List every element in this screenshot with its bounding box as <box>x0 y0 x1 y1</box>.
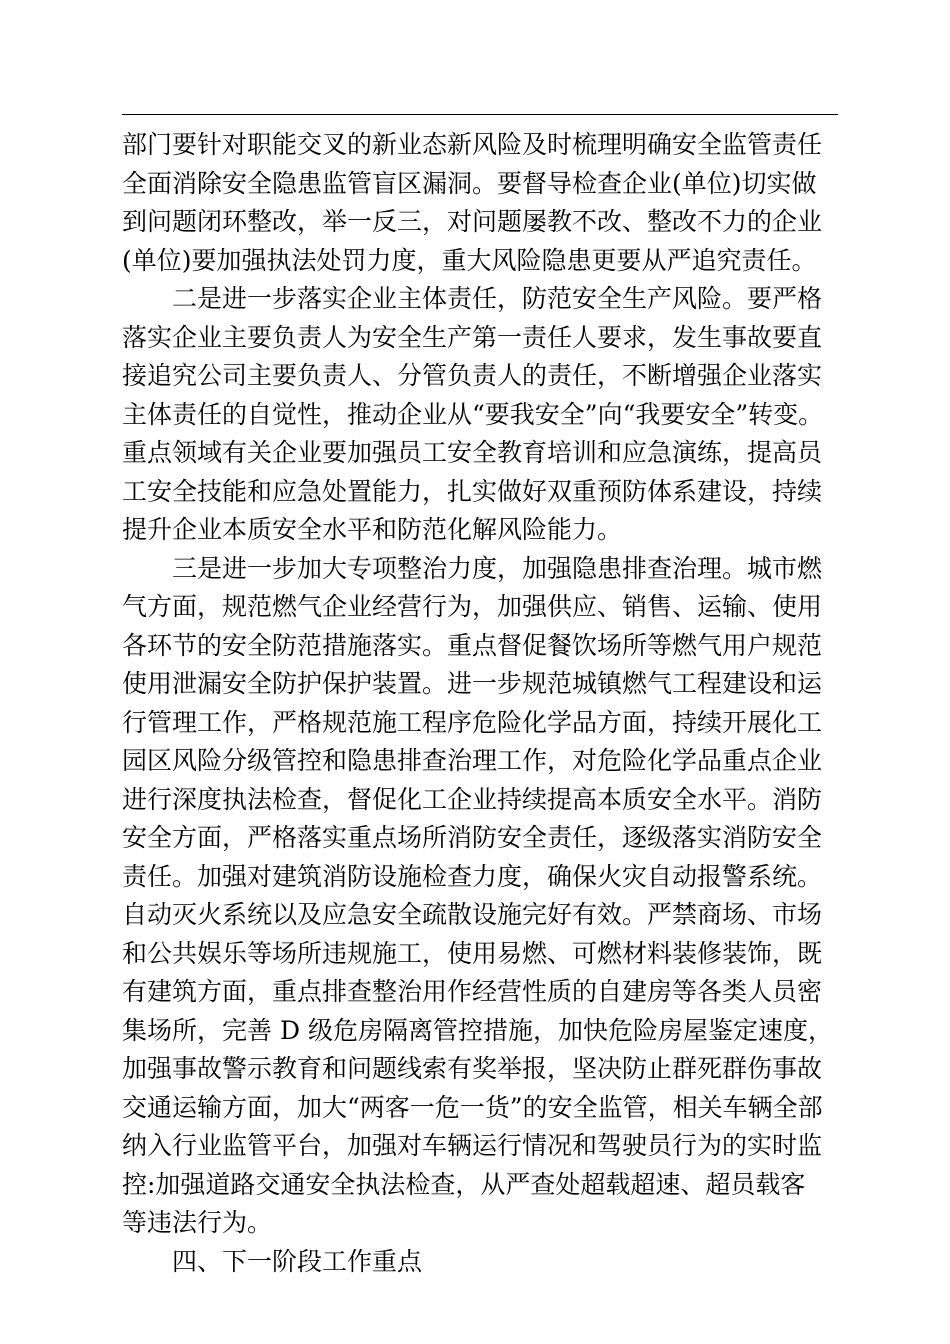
text-line: 落实企业主要负责人为安全生产第一责任人要求，发生事故要直 <box>122 322 823 352</box>
text-line: 接追究公司主要负责人、分管负责人的责任，不断增强企业落实 <box>122 361 823 390</box>
text-line: 使用泄漏安全防护保护装置。进一步规范城镇燃气工程建设和运 <box>122 669 823 698</box>
text-line: 重点领域有关企业要加强员工安全教育培训和应急演练，提高员 <box>122 438 823 467</box>
text-line: 主体责任的自觉性，推动企业从“要我安全”向“我要安全”转变。 <box>122 399 824 429</box>
text-line: 园区风险分级管控和隐患排查治理工作，对危险化学品重点企业 <box>122 746 823 775</box>
text-line: 部门要针对职能交叉的新业态新风险及时梳理明确安全监管责任 <box>122 130 823 159</box>
text-line: 到问题闭环整改，举一反三，对问题屡教不改、整改不力的企业 <box>122 207 823 236</box>
text-line: 提升企业本质安全水平和防范化解风险能力。 <box>122 515 623 544</box>
paragraph-first-line: 二是进一步落实企业主体责任，防范安全生产风险。要严格 <box>172 284 823 313</box>
text-line: 交通运输方面，加大“两客一危一货”的安全监管，相关车辆全部 <box>122 1092 823 1122</box>
text-line: 纳入行业监管平台，加强对车辆运行情况和驾驶员行为的实时监 <box>122 1131 823 1160</box>
text-line: 气方面，规范燃气企业经营行为，加强供应、销售、运输、使用 <box>122 592 823 621</box>
text-line: 全面消除安全隐患监管盲区漏洞。要督导检查企业(单位)切实做 <box>122 168 817 198</box>
paragraph-first-line: 三是进一步加大专项整治力度，加强隐患排查治理。城市燃 <box>172 553 823 583</box>
text-line: 行管理工作，严格规范施工程序危险化学品方面，持续开展化工 <box>122 707 823 737</box>
text-line: 控:加强道路交通安全执法检查，从严查处超载超速、超员载客 <box>122 1169 806 1199</box>
text-line: 责任。加强对建筑消防设施检查力度，确保火灾自动报警系统。 <box>122 861 823 891</box>
text-line: 安全方面，严格落实重点场所消防安全责任，逐级落实消防安全 <box>122 823 823 852</box>
text-line: 集场所，完善 D 级危房隔离管控措施，加快危险房屋鉴定速度， <box>122 1015 833 1045</box>
text-line: 加强事故警示教育和问题线索有奖举报，坚决防止群死群伤事故 <box>122 1054 823 1083</box>
document-body <box>122 126 862 1281</box>
paragraph-first-line: 四、下一阶段工作重点 <box>172 1246 423 1276</box>
text-line: 进行深度执法检查，督促化工企业持续提高本质安全水平。消防 <box>122 784 823 814</box>
text-line: 和公共娱乐等场所违规施工，使用易燃、可燃材料装修装饰，既 <box>122 938 823 968</box>
header-rule <box>122 114 838 115</box>
text-line: 有建筑方面，重点排查整治用作经营性质的自建房等各类人员密 <box>122 977 823 1006</box>
text-line: 各环节的安全防范措施落实。重点督促餐饮场所等燃气用户规范 <box>122 630 823 660</box>
text-line: (单位)要加强执法处罚力度，重大风险隐患更要从严追究责任。 <box>122 245 817 275</box>
text-line: 工安全技能和应急处置能力，扎实做好双重预防体系建设，持续 <box>122 476 823 506</box>
text-line: 等违法行为。 <box>122 1208 273 1237</box>
text-line: 自动灭火系统以及应急安全疏散设施完好有效。严禁商场、市场 <box>122 900 823 929</box>
